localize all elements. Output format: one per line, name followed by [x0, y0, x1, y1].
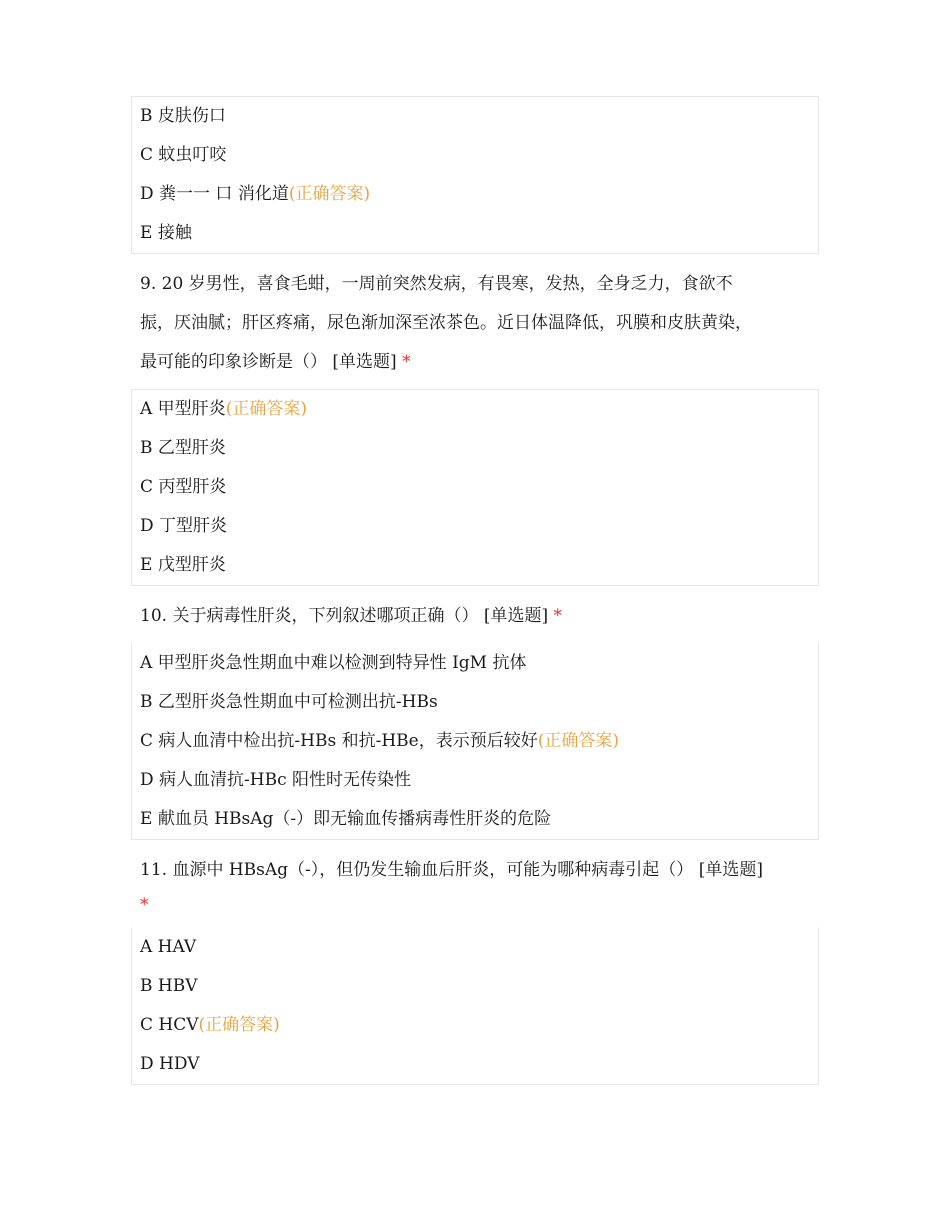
- options-q10: [131, 643, 819, 840]
- option-q9-a[interactable]: [140, 390, 810, 429]
- option-q11-a[interactable]: [140, 928, 810, 967]
- question-line: 9. 20 岁男性，喜食毛蚶，一周前突然发病，有畏寒，发热，全身乏力，食欲不: [140, 274, 733, 294]
- option-text: D 粪一一 口 消化道: [140, 184, 289, 204]
- option-q9-d[interactable]: [140, 507, 810, 546]
- option-q10-d[interactable]: [140, 761, 810, 800]
- option-text: A 甲型肝炎: [140, 399, 226, 419]
- option-q9-e[interactable]: [140, 546, 810, 585]
- question-10: [131, 597, 819, 636]
- correct-answer-tag: (正确答案): [198, 1015, 280, 1035]
- option-text: B 皮肤伤口: [140, 106, 226, 126]
- option-q8-b[interactable]: [140, 97, 810, 136]
- option-text: B HBV: [140, 976, 198, 996]
- required-mark: *: [402, 352, 411, 372]
- question-line: [140, 890, 810, 920]
- options-q9: [131, 389, 819, 586]
- option-q8-e[interactable]: [140, 214, 810, 253]
- option-text: C HCV: [140, 1015, 199, 1035]
- question-11: [131, 851, 819, 920]
- question-line: 11. 血源中 HBsAg（-），但仍发生输血后肝炎，可能为哪种病毒引起（） [单选题]: [140, 860, 763, 880]
- option-text: B 乙型肝炎: [140, 438, 226, 458]
- question-line: 振，厌油腻；肝区疼痛，尿色渐加深至浓茶色。近日体温降低，巩膜和皮肤黄染，: [140, 313, 752, 333]
- option-text: D 病人血清抗-HBc 阳性时无传染性: [140, 770, 412, 790]
- quiz-content: [131, 96, 819, 1085]
- option-text: C 蚊虫叮咬: [140, 145, 227, 165]
- question-text: 10. 关于病毒性肝炎，下列叙述哪项正确（） [单选题]: [140, 606, 549, 626]
- option-q11-b[interactable]: [140, 967, 810, 1006]
- option-q10-e[interactable]: [140, 800, 810, 839]
- option-q9-c[interactable]: [140, 468, 810, 507]
- option-q8-d[interactable]: [140, 175, 810, 214]
- option-text: B 乙型肝炎急性期血中可检测出抗-HBs: [140, 692, 438, 712]
- options-q8: [131, 96, 819, 254]
- option-text: D 丁型肝炎: [140, 516, 228, 536]
- option-text: E 接触: [140, 223, 192, 243]
- question-9: [131, 265, 819, 382]
- question-text: 最可能的印象诊断是（） [单选题]: [140, 352, 397, 372]
- option-q10-b[interactable]: [140, 683, 810, 722]
- required-mark: *: [140, 895, 149, 915]
- option-q11-d[interactable]: [140, 1045, 810, 1084]
- correct-answer-tag: (正确答案): [225, 399, 307, 419]
- option-text: E 戊型肝炎: [140, 555, 226, 575]
- correct-answer-tag: (正确答案): [537, 731, 619, 751]
- option-text: A 甲型肝炎急性期血中难以检测到特异性 IgM 抗体: [140, 653, 527, 673]
- correct-answer-tag: (正确答案): [288, 184, 371, 204]
- option-q9-b[interactable]: [140, 429, 810, 468]
- option-text: C 病人血清中检出抗-HBs 和抗-HBe，表示预后较好: [140, 731, 538, 751]
- option-text: D HDV: [140, 1054, 200, 1074]
- question-line: [140, 597, 810, 636]
- option-q10-a[interactable]: [140, 644, 810, 683]
- option-text: C 丙型肝炎: [140, 477, 227, 497]
- option-q8-c[interactable]: [140, 136, 810, 175]
- option-text: A HAV: [140, 937, 197, 957]
- options-q11: [131, 927, 819, 1085]
- option-q11-c[interactable]: [140, 1006, 810, 1045]
- option-text: E 献血员 HBsAg（-）即无输血传播病毒性肝炎的危险: [140, 809, 552, 829]
- required-mark: *: [553, 606, 563, 626]
- option-q10-c[interactable]: [140, 722, 810, 761]
- question-line: [140, 343, 810, 382]
